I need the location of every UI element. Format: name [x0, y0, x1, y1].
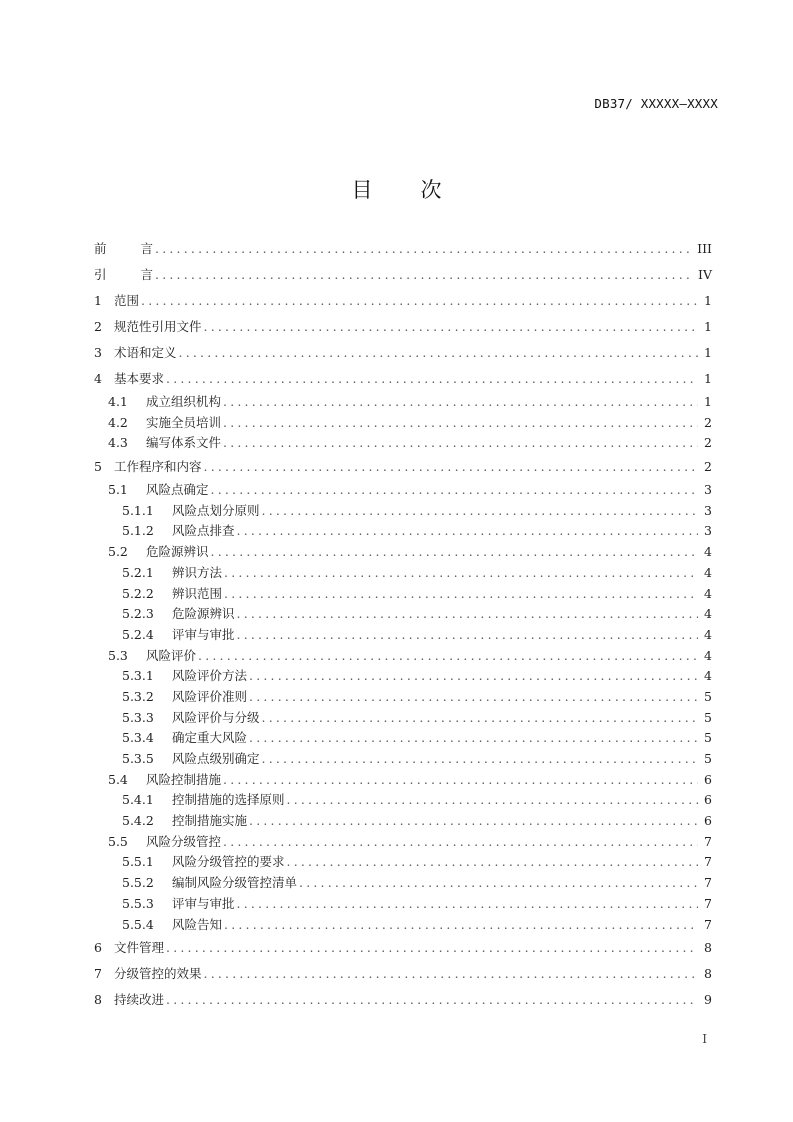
dot-leader — [166, 987, 698, 1013]
toc-entry[interactable] — [94, 262, 712, 288]
dot-leader — [223, 832, 698, 853]
toc-entry-page: IV — [698, 267, 712, 282]
toc-entry-number: 5.5.2 — [122, 875, 154, 891]
toc-entry-page: 3 — [704, 523, 712, 539]
dot-leader — [262, 749, 698, 770]
toc-entry-label: 术语和定义 — [114, 345, 177, 360]
toc-entry-page: 1 — [704, 319, 712, 334]
dot-leader — [237, 894, 698, 915]
dot-leader — [237, 625, 698, 646]
toc-entry-number: 1 — [94, 293, 102, 308]
toc-entry-number: 3 — [94, 345, 102, 360]
toc-entry-label: 风险告知 — [172, 916, 223, 932]
dot-leader — [166, 935, 698, 961]
toc-entry[interactable] — [94, 852, 712, 873]
toc-entry-page: 8 — [704, 966, 712, 982]
dot-leader — [155, 236, 693, 262]
dot-leader — [249, 728, 698, 749]
toc-entry[interactable] — [94, 584, 712, 605]
toc-entry[interactable] — [94, 413, 712, 434]
toc-entry[interactable] — [94, 542, 712, 563]
toc-entry[interactable] — [94, 480, 712, 501]
title-char-2: 次 — [420, 178, 442, 202]
dot-leader — [237, 521, 698, 542]
dot-leader — [262, 708, 698, 729]
toc-entry[interactable] — [94, 604, 712, 625]
toc-entry-label: 基本要求 — [114, 371, 165, 386]
toc-entry-page: 4 — [704, 585, 712, 601]
dot-leader — [141, 288, 698, 314]
dot-leader — [204, 454, 698, 480]
dot-leader — [223, 433, 698, 454]
dot-leader — [166, 366, 698, 392]
toc-entry-label: 风险分级管控 — [146, 833, 222, 849]
toc-entry-label: 风险点确定 — [146, 482, 209, 498]
toc-entry-label: 规范性引用文件 — [114, 319, 202, 334]
toc-entry-number: 4.1 — [108, 394, 128, 409]
toc-entry[interactable] — [94, 340, 712, 366]
toc-entry-label: 成立组织机构 — [146, 394, 222, 409]
dot-leader — [287, 852, 698, 873]
toc-entry-label: 风险控制措施 — [146, 771, 222, 787]
toc-entry-label: 危险源辨识 — [172, 606, 235, 622]
toc-entry-number: 2 — [94, 319, 102, 334]
toc-entry-number: 5.4.1 — [122, 792, 154, 808]
toc-entry-page: 7 — [704, 875, 712, 891]
toc-entry-label: 风险评价准则 — [172, 688, 248, 704]
dot-leader — [287, 790, 698, 811]
toc-entry[interactable] — [94, 625, 712, 646]
toc-entry-label-char: 前 — [94, 241, 107, 256]
title-char-1: 目 — [351, 178, 373, 202]
toc-entry[interactable] — [94, 832, 712, 853]
toc-entry-page: 3 — [704, 482, 712, 498]
toc-entry-label: 评审与审批 — [172, 895, 235, 911]
toc-entry[interactable] — [94, 288, 712, 314]
toc-entry-number: 5.3.3 — [122, 709, 154, 725]
toc-entry[interactable] — [94, 987, 712, 1013]
toc-entry[interactable] — [94, 501, 712, 522]
toc-entry-page: 4 — [704, 647, 712, 663]
toc-entry-number: 5.3.4 — [122, 730, 154, 746]
toc-entry-label: 范围 — [114, 293, 140, 308]
toc-entry-page: 8 — [704, 940, 712, 956]
toc-entry-label: 分级管控的效果 — [114, 966, 202, 982]
toc-entry-number: 6 — [94, 940, 102, 956]
toc-entry-number: 5.2.3 — [122, 606, 154, 622]
toc-entry-number: 5.5.3 — [122, 895, 154, 911]
toc-entry-page: 6 — [704, 813, 712, 829]
toc-entry-page: 4 — [704, 564, 712, 580]
toc-entry-label: 风险评价与分级 — [172, 709, 260, 725]
dot-leader — [262, 501, 698, 522]
toc-entry-page: 2 — [704, 459, 712, 475]
dot-leader — [223, 392, 698, 413]
dot-leader — [299, 873, 698, 894]
toc-entry-page: 6 — [704, 792, 712, 808]
toc-entry-page: 7 — [704, 916, 712, 932]
toc-entry[interactable] — [94, 749, 712, 770]
toc-entry[interactable] — [94, 770, 712, 791]
toc-entry-page: 7 — [704, 833, 712, 849]
toc-entry-label: 控制措施的选择原则 — [172, 792, 285, 808]
toc-entry-label: 危险源辨识 — [146, 544, 209, 560]
toc-entry-label-char: 言 — [140, 241, 154, 256]
toc-entry-number: 5.5.4 — [122, 916, 154, 932]
toc-entry-label: 编制风险分级管控清单 — [172, 875, 298, 891]
toc-entry-label: 风险点划分原则 — [172, 502, 260, 518]
dot-leader — [211, 480, 698, 501]
toc-entry-number: 5.4 — [108, 771, 128, 787]
toc-entry-number: 5.2.2 — [122, 585, 154, 601]
toc-entry[interactable] — [94, 873, 712, 894]
toc-entry-label: 工作程序和内容 — [114, 459, 202, 475]
toc-entry-page: 4 — [704, 544, 712, 560]
toc-entry-number: 4.2 — [108, 414, 128, 430]
toc-entry[interactable] — [94, 314, 712, 340]
toc-entry-number: 5.3.5 — [122, 751, 154, 766]
dot-leader — [204, 314, 698, 340]
toc-entry-page: 1 — [704, 293, 712, 308]
toc-entry-label: 确定重大风险 — [172, 730, 248, 746]
toc-entry-label: 风险评价方法 — [172, 668, 248, 684]
toc-entry-number: 5.4.2 — [122, 813, 154, 829]
toc-entry-label — [94, 262, 153, 288]
toc-entry-number: 8 — [94, 992, 102, 1008]
dot-leader — [223, 770, 698, 791]
toc-entry-number: 5.5 — [108, 833, 128, 849]
toc-entry-page: III — [697, 241, 712, 256]
dot-leader — [155, 262, 694, 288]
toc-entry-page: 9 — [704, 992, 712, 1008]
toc-entry[interactable] — [94, 708, 712, 729]
dot-leader — [204, 961, 698, 987]
toc-entry-page: 1 — [704, 394, 712, 409]
toc-entry-number: 5.1.1 — [122, 502, 154, 518]
toc-entry-label: 风险评价 — [146, 647, 197, 663]
toc-entry-number: 4 — [94, 371, 102, 386]
dot-leader — [224, 563, 698, 584]
toc-entry[interactable] — [94, 935, 712, 961]
dot-leader — [249, 811, 698, 832]
toc-entry-label: 辨识范围 — [172, 585, 223, 601]
toc-entry-number: 5.3.2 — [122, 688, 154, 704]
toc-entry-page: 4 — [704, 668, 712, 684]
toc-entry-page: 2 — [704, 435, 712, 451]
toc-entry-page: 7 — [704, 854, 712, 870]
toc-entry-label: 风险分级管控的要求 — [172, 854, 285, 870]
toc-entry-number: 5.1.2 — [122, 523, 154, 539]
toc-entry-page: 2 — [704, 414, 712, 430]
toc-entry-label: 风险点级别确定 — [172, 751, 260, 766]
toc-entry[interactable] — [94, 790, 712, 811]
toc-entry-page: 6 — [704, 771, 712, 787]
dot-leader — [211, 542, 698, 563]
toc-entry[interactable] — [94, 366, 712, 392]
toc-entry-label: 持续改进 — [114, 992, 165, 1008]
toc-entry[interactable] — [94, 454, 712, 480]
table-of-contents — [94, 236, 712, 1013]
toc-entry[interactable] — [94, 811, 712, 832]
toc-entry-page: 1 — [704, 345, 712, 360]
dot-leader — [249, 687, 698, 708]
toc-entry-number: 4.3 — [108, 435, 128, 451]
toc-entry-label-char: 引 — [94, 267, 107, 282]
dot-leader — [249, 666, 698, 687]
dot-leader — [237, 604, 698, 625]
toc-entry[interactable] — [94, 433, 712, 454]
toc-entry-page: 4 — [704, 626, 712, 642]
toc-entry-label: 文件管理 — [114, 940, 165, 956]
toc-entry-label: 实施全员培训 — [146, 414, 222, 430]
dot-leader — [223, 413, 698, 434]
toc-entry[interactable] — [94, 961, 712, 987]
toc-entry-label: 控制措施实施 — [172, 813, 248, 829]
page-number: I — [702, 1032, 707, 1046]
page-title — [0, 174, 793, 204]
document-code: DB37/ XXXXX—XXXX — [594, 96, 718, 111]
dot-leader — [224, 584, 698, 605]
toc-entry-number: 5.1 — [108, 482, 128, 498]
toc-entry-number: 5.3 — [108, 647, 128, 663]
toc-entry-label: 辨识方法 — [172, 564, 223, 580]
toc-entry[interactable] — [94, 666, 712, 687]
toc-entry[interactable] — [94, 728, 712, 749]
dot-leader — [179, 340, 698, 366]
toc-entry-number: 5.2 — [108, 544, 128, 560]
toc-entry-page: 5 — [704, 751, 712, 766]
toc-entry-number: 5.2.4 — [122, 626, 154, 642]
dot-leader — [198, 646, 698, 667]
toc-entry-label-char: 言 — [140, 267, 154, 282]
toc-entry[interactable] — [94, 894, 712, 915]
toc-entry-page: 5 — [704, 709, 712, 725]
toc-entry-label — [94, 236, 153, 262]
toc-entry[interactable] — [94, 521, 712, 542]
toc-entry[interactable] — [94, 915, 712, 936]
dot-leader — [224, 915, 698, 936]
toc-entry[interactable] — [94, 392, 712, 413]
toc-entry-page: 5 — [704, 688, 712, 704]
toc-entry-label: 风险点排查 — [172, 523, 235, 539]
toc-entry-number: 5 — [94, 459, 102, 475]
toc-entry-page: 3 — [704, 502, 712, 518]
toc-entry[interactable] — [94, 646, 712, 667]
toc-entry[interactable] — [94, 563, 712, 584]
toc-entry-page: 7 — [704, 895, 712, 911]
toc-entry-number: 5.3.1 — [122, 668, 154, 684]
toc-entry-number: 7 — [94, 966, 102, 982]
toc-entry-page: 4 — [704, 606, 712, 622]
toc-entry[interactable] — [94, 687, 712, 708]
toc-entry-page: 5 — [704, 730, 712, 746]
toc-entry-label: 编写体系文件 — [146, 435, 222, 451]
toc-entry-page: 1 — [704, 371, 712, 386]
toc-entry-number: 5.2.1 — [122, 564, 154, 580]
toc-entry[interactable] — [94, 236, 712, 262]
toc-entry-label: 评审与审批 — [172, 626, 235, 642]
toc-entry-number: 5.5.1 — [122, 854, 154, 870]
